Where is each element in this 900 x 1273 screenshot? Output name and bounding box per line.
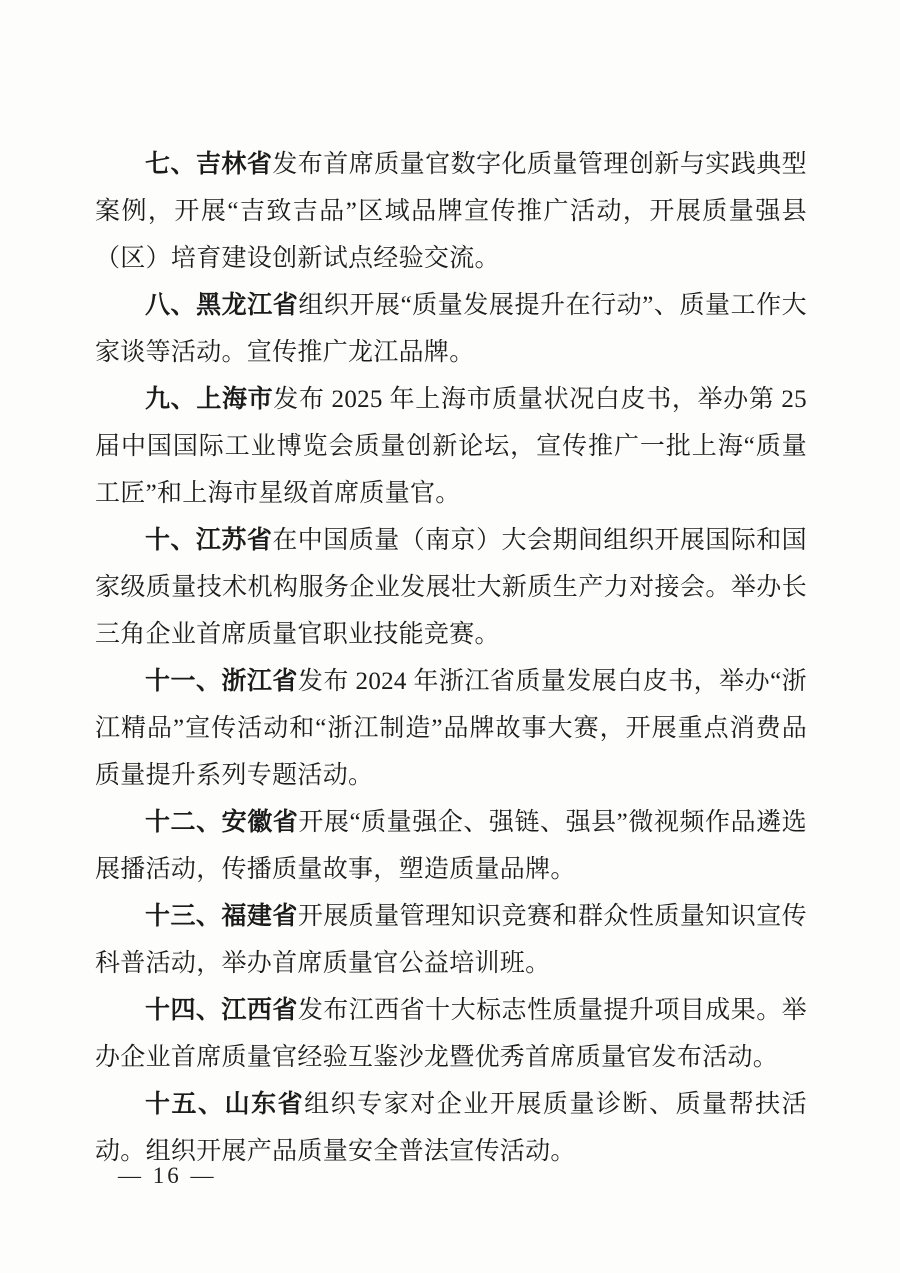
paragraph-8-heilongjiang <box>95 282 807 376</box>
paragraph-lead: 十、江苏省 <box>145 526 273 554</box>
paragraph-lead: 八、黑龙江省 <box>145 291 299 319</box>
paragraph-7-jilin <box>95 141 807 282</box>
page-number-text: — 16 — <box>118 1163 217 1188</box>
page-number <box>118 1163 217 1189</box>
document-body <box>95 141 807 1175</box>
paragraph-text: 发布江西省十大标志性质量提升项目成果。举办企业首席质量官经验互鉴沙龙暨优秀首席质量官发布活动。 <box>95 997 807 1071</box>
paragraph-text: 开展质量管理知识竞赛和群众性质量知识宣传科普活动，举办首席质量官公益培训班。 <box>95 903 807 977</box>
paragraph-text: 在中国质量（南京）大会期间组织开展国际和国家级质量技术机构服务企业发展壮大新质生产力对接会。举办长三角企业首席质量官职业技能竞赛。 <box>95 527 807 648</box>
paragraph-10-jiangsu <box>95 517 807 658</box>
paragraph-text: 组织专家对企业开展质量诊断、质量帮扶活动。组织开展产品质量安全普法宣传活动。 <box>95 1091 807 1165</box>
paragraph-text: 发布 2025 年上海市质量状况白皮书，举办第 25 届中国国际工业博览会质量创新论坛，宣传推广一批上海“质量工匠”和上海市星级首席质量官。 <box>95 386 807 507</box>
paragraph-11-zhejiang <box>95 658 807 799</box>
paragraph-text: 发布首席质量官数字化质量管理创新与实践典型案例，开展“吉致吉品”区域品牌宣传推广活动，开展质量强县（区）培育建设创新试点经验交流。 <box>95 151 807 272</box>
paragraph-lead: 九、上海市 <box>145 385 274 413</box>
paragraph-text: 组织开展“质量发展提升在行动”、质量工作大家谈等活动。宣传推广龙江品牌。 <box>95 292 807 366</box>
paragraph-13-fujian <box>95 893 807 987</box>
paragraph-lead: 十二、安徽省 <box>145 808 299 836</box>
paragraph-text: 发布 2024 年浙江省质量发展白皮书，举办“浙江精品”宣传活动和“浙江制造”品牌故事大赛，开展重点消费品质量提升系列专题活动。 <box>95 668 807 789</box>
paragraph-text: 开展“质量强企、强链、强县”微视频作品遴选展播活动，传播质量故事，塑造质量品牌。 <box>95 809 807 883</box>
paragraph-lead: 十一、浙江省 <box>145 667 298 695</box>
paragraph-14-jiangxi <box>95 987 807 1081</box>
paragraph-lead: 十三、福建省 <box>145 902 298 930</box>
paragraph-12-anhui <box>95 799 807 893</box>
paragraph-9-shanghai <box>95 376 807 517</box>
paragraph-lead: 十四、江西省 <box>145 996 298 1024</box>
paragraph-lead: 十五、山东省 <box>145 1090 305 1118</box>
paragraph-15-shandong <box>95 1081 807 1175</box>
paragraph-lead: 七、吉林省 <box>145 150 273 178</box>
